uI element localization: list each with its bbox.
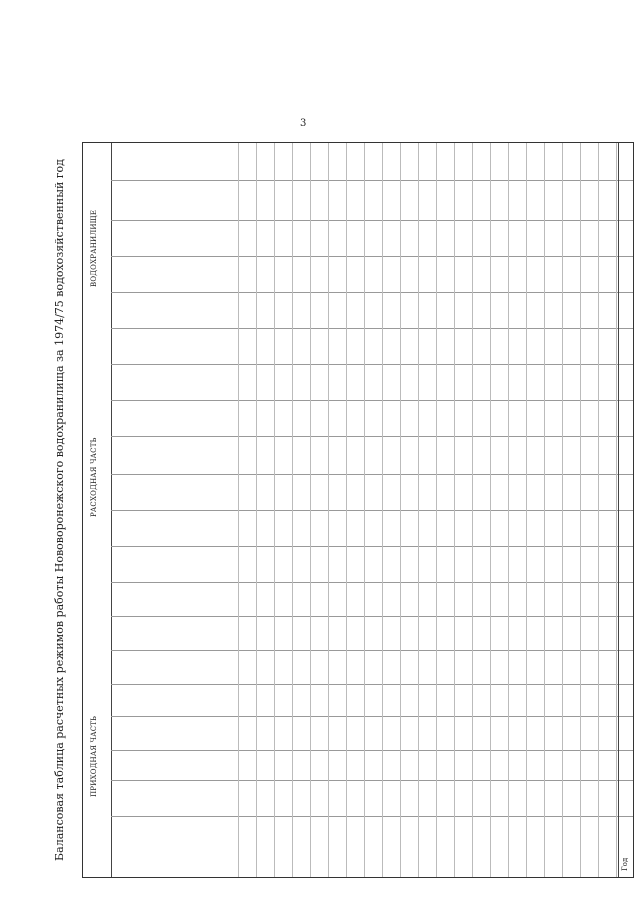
page-number: 3 <box>300 118 307 129</box>
rotated-content <box>40 138 640 882</box>
section-outflow: РАСХОДНАЯ ЧАСТЬ <box>90 437 98 517</box>
document-title: Балансовая таблица расчетных режимов работы Нововоронежского водохранилища за 1974/75 водохозяйственный год <box>53 159 66 861</box>
section-storage: ВОДОХРАНИЛИЩЕ <box>90 209 98 287</box>
total-row-label: Год <box>621 857 629 871</box>
balance-table <box>82 142 634 878</box>
section-inflow: ПРИХОДНАЯ ЧАСТЬ <box>90 715 98 797</box>
table-header <box>83 143 112 877</box>
rotated-sheet <box>40 138 640 882</box>
total-row <box>618 143 633 877</box>
